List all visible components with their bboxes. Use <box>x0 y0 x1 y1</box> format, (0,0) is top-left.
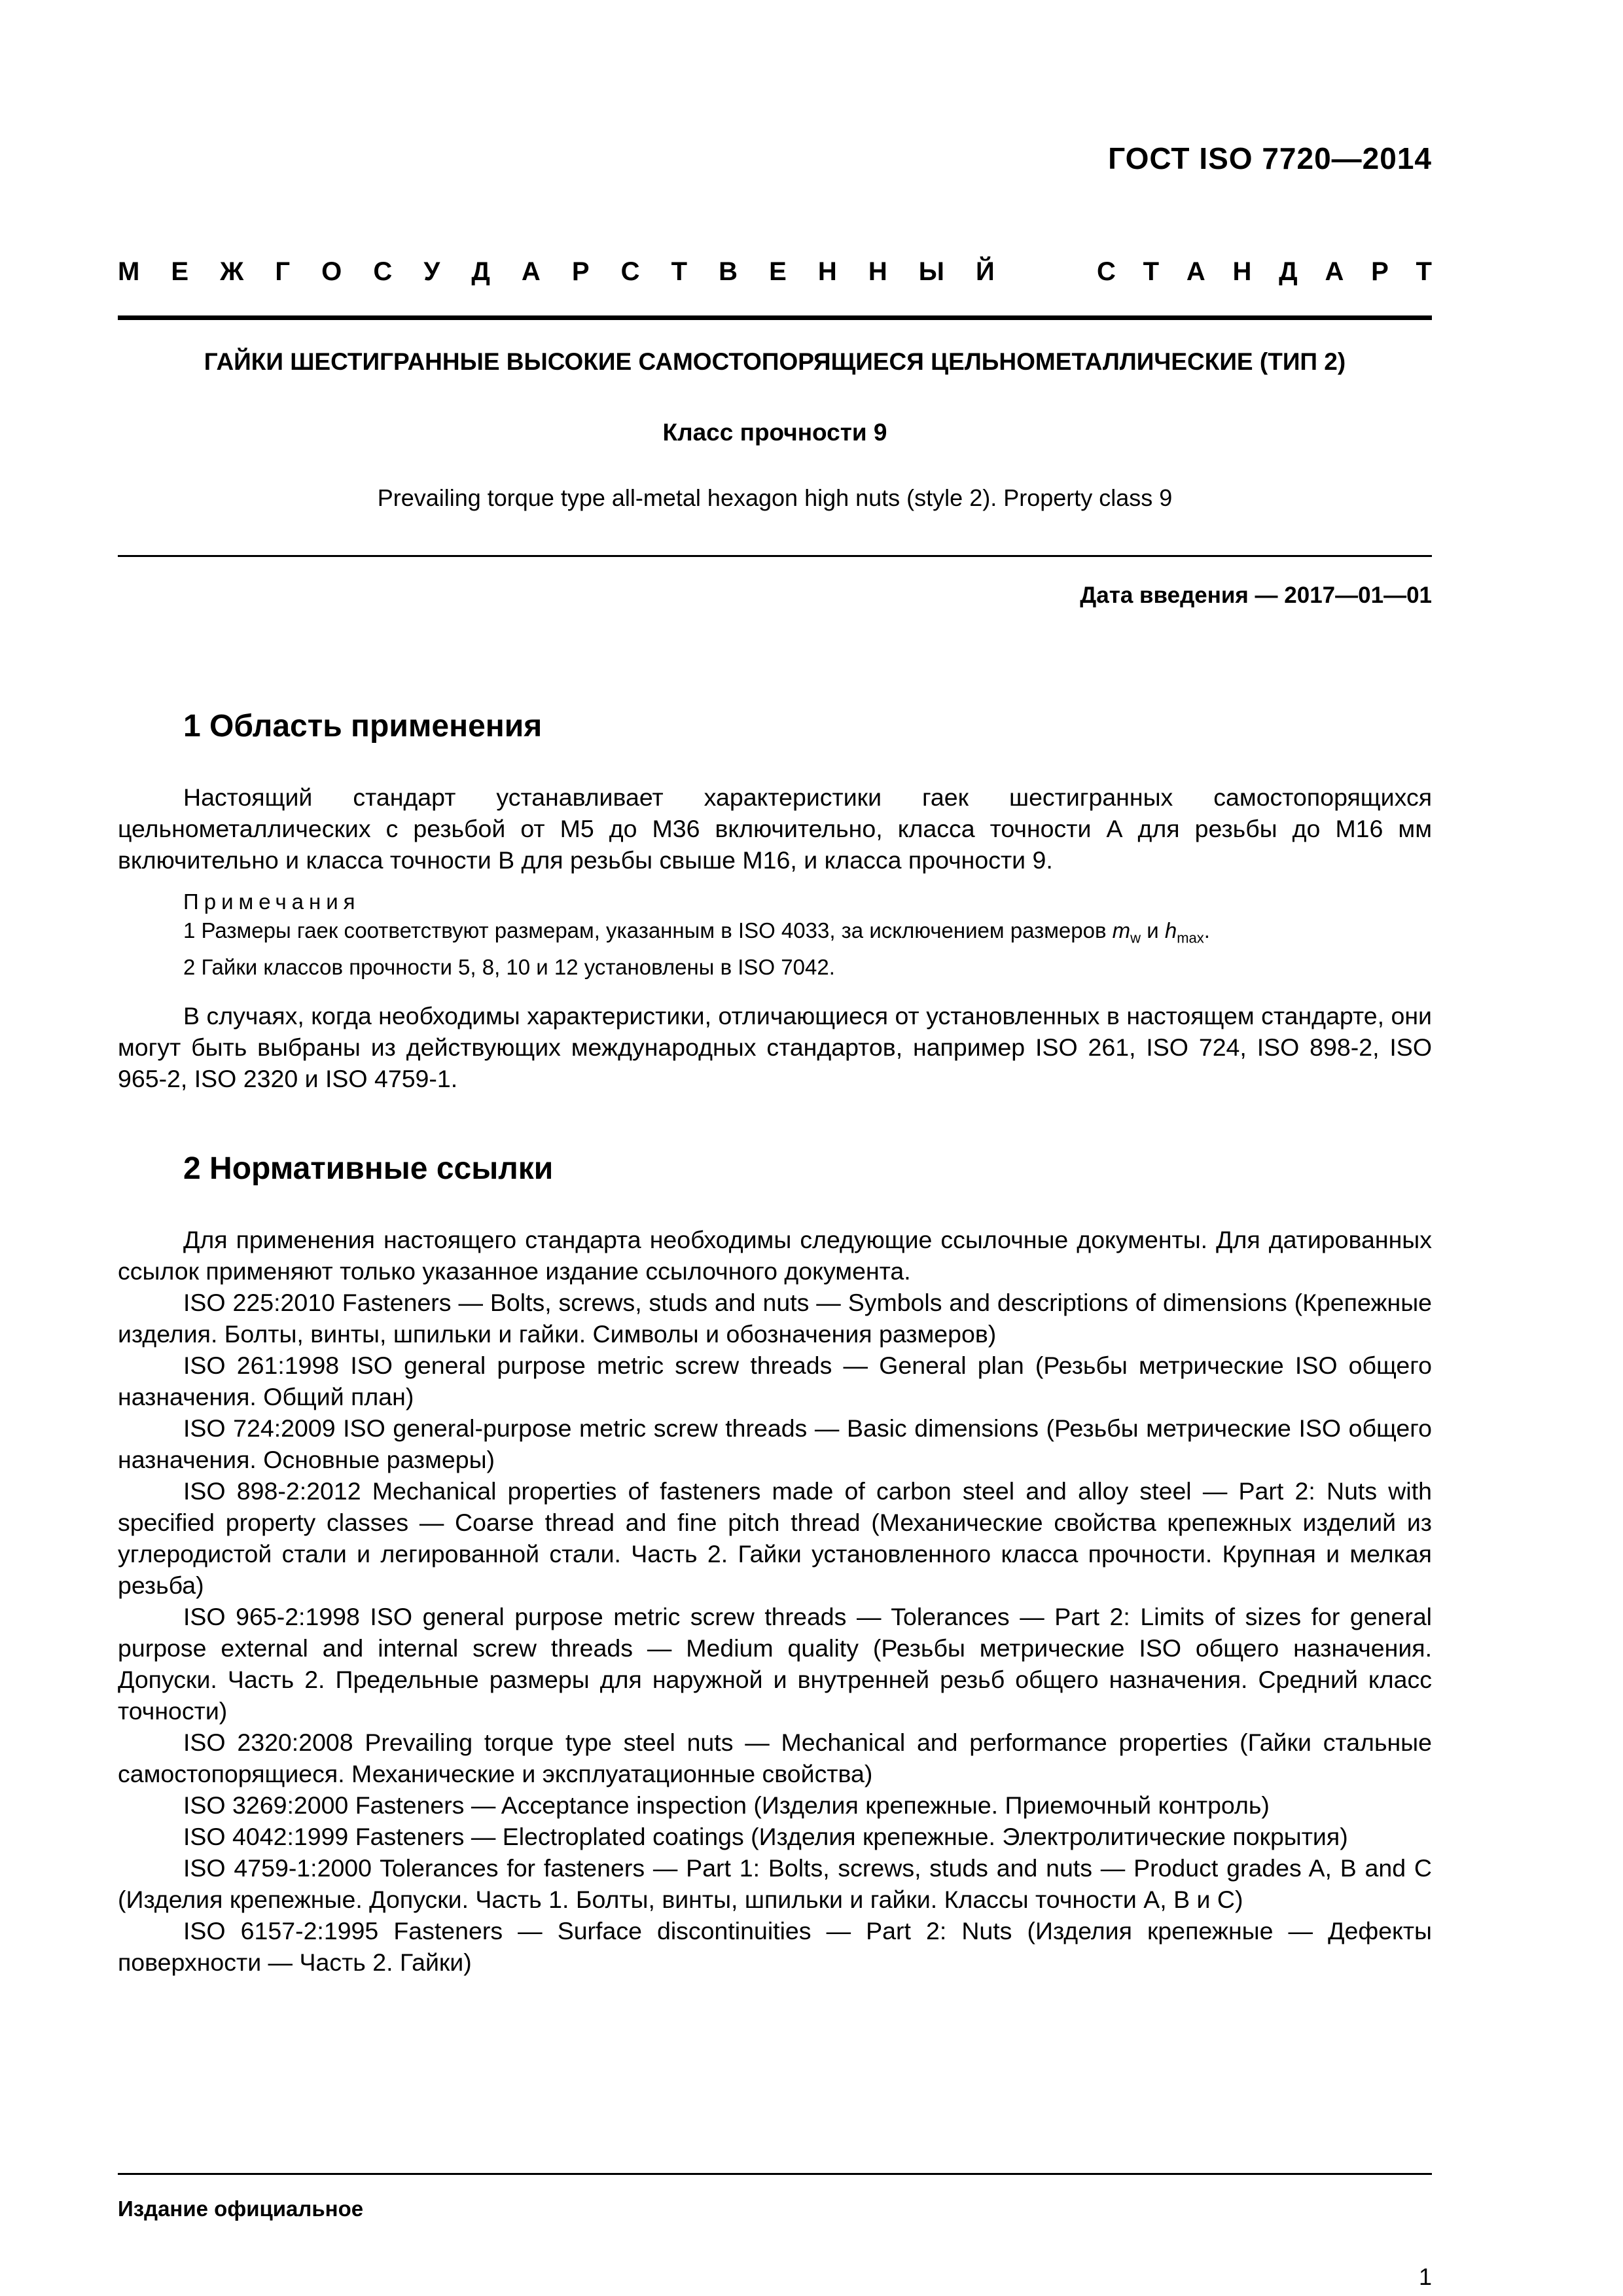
std-letter: А <box>1186 257 1205 286</box>
doc-number: ГОСТ ISO 7720—2014 <box>1108 141 1432 175</box>
std-letter: С <box>1097 257 1116 286</box>
reference-item: ISO 225:2010 Fasteners — Bolts, screws, studs and nuts — Symbols and descriptions of dimensions (Крепежные изделия. Болты, винты, шпильки и гайки. Символы и обозначения размеров) <box>118 1288 1432 1348</box>
property-class-subtitle: Класс прочности 9 <box>662 419 887 446</box>
std-letter: Н <box>1232 257 1252 286</box>
std-letter: А <box>521 257 541 286</box>
note-2: 2 Гайки классов прочности 5, 8, 10 и 12 установлены в ISO 7042. <box>183 954 835 979</box>
std-letter: В <box>719 257 738 286</box>
std-letter: С <box>373 257 393 286</box>
note-1: 1 Размеры гаек соответствуют размерам, указанным в ISO 4033, за исключением размеров $m_w$ и $h_{max}$. <box>183 918 1210 946</box>
std-letter: Н <box>868 257 887 286</box>
section-2-heading: 2 Нормативные ссылки <box>183 1151 554 1186</box>
std-letter: Д <box>471 257 490 286</box>
std-letter: М <box>118 257 140 286</box>
reference-item: ISO 898-2:2012 Mechanical properties of fasteners made of carbon steel and alloy steel — Part 2: Nuts with specified property classes — Coarse thread and fine pitch thread (Механические свойства крепежных изделий из углеродистой стали и легированной стали. Часть 2. Гайки установленного класса прочности. Крупная и мелкая резьба) <box>118 1477 1432 1599</box>
std-letter: С <box>620 257 640 286</box>
section-2-intro: Для применения настоящего стандарта необходимы следующие ссылочные документы. Для датированных ссылок применяют только указанное издание ссылочного документа. <box>118 1225 1432 1285</box>
std-letter: Ы <box>918 257 944 286</box>
title-russian: ГАЙКИ ШЕСТИГРАННЫЕ ВЫСОКИЕ САМОСТОПОРЯЩИЕСЯ ЦЕЛЬНОМЕТАЛЛИЧЕСКИЕ (ТИП 2) <box>204 348 1346 375</box>
std-word-interstate <box>118 257 995 287</box>
document-body <box>118 707 1432 1978</box>
title-rule <box>118 555 1432 557</box>
introduction-date: Дата введения — 2017—01—01 <box>1080 583 1432 608</box>
reference-item: ISO 6157-2:1995 Fasteners — Surface discontinuities — Part 2: Nuts (Изделия крепежные — Дефекты поверхности — Часть 2. Гайки) <box>118 1916 1432 1976</box>
header-rule <box>118 315 1432 320</box>
std-letter: Н <box>817 257 837 286</box>
section-1-paragraph: Настоящий стандарт устанавливает характеристики гаек шестигранных самостопорящихся цельнометаллических с резьбой от М5 до М36 включительно, класса точности А для резьбы до М16 мм включительно и класса точности В для резьбы свыше М16, и класса прочности 9. <box>118 783 1432 874</box>
std-letter: А <box>1325 257 1344 286</box>
footer-rule <box>118 2173 1432 2175</box>
reference-item: ISO 261:1998 ISO general purpose metric screw threads — General plan (Резьбы метрические ISO общего назначения. Общий план) <box>118 1351 1432 1410</box>
std-letter: Д <box>1279 257 1298 286</box>
std-letter: Т <box>671 257 688 286</box>
std-letter: Р <box>571 257 590 286</box>
reference-item: ISO 4042:1999 Fasteners — Electroplated coatings (Изделия крепежные. Электролитические покрытия) <box>183 1822 1348 1850</box>
title-english: Prevailing torque type all-metal hexagon high nuts (style 2). Property class 9 <box>377 484 1173 511</box>
std-letter: У <box>423 257 440 286</box>
std-letter: Й <box>976 257 995 286</box>
reference-item: ISO 724:2009 ISO general-purpose metric screw threads — Basic dimensions (Резьбы метрические ISO общего назначения. Основные размеры) <box>118 1414 1432 1473</box>
std-letter: Т <box>1143 257 1160 286</box>
reference-item: ISO 2320:2008 Prevailing torque type steel nuts — Mechanical and performance properties (Гайки стальные самостопорящиеся. Механические и эксплуатационные свойства) <box>118 1728 1432 1787</box>
official-edition-label: Издание официальное <box>118 2197 364 2221</box>
std-letter: Е <box>171 257 189 286</box>
std-word-standard <box>1097 257 1432 287</box>
std-letter: Т <box>1416 257 1432 286</box>
std-letter: Г <box>275 257 291 286</box>
standard-type-line <box>118 257 1432 287</box>
notes-block <box>118 888 1432 982</box>
std-letter: Р <box>1371 257 1389 286</box>
section-1-heading: 1 Область применения <box>183 709 543 744</box>
reference-item: ISO 4759-1:2000 Tolerances for fasteners — Part 1: Bolts, screws, studs and nuts — Product grades A, B and C (Изделия крепежные. Допуски. Часть 1. Болты, винты, шпильки и гайки. Классы точности А, В и С) <box>118 1854 1432 1913</box>
std-letter: Е <box>769 257 787 286</box>
page-number: 1 <box>1418 2263 1432 2290</box>
reference-item: ISO 965-2:1998 ISO general purpose metric screw threads — Tolerances — Part 2: Limits of sizes for general purpose external and internal screw threads — Medium quality (Резьбы метрические ISO общего назначения. Допуски. Часть 2. Предельные размеры для наружной и внутренней резьб общего назначения. Средний класс точности) <box>118 1602 1432 1725</box>
std-letter: Ж <box>220 257 244 286</box>
notes-heading: Примечания <box>183 889 361 914</box>
std-letter: О <box>321 257 342 286</box>
section-1-paragraph: В случаях, когда необходимы характеристики, отличающиеся от установленных в настоящем стандарте, они могут быть выбраны из действующих международных стандартов, например ISO 261, ISO 724, ISO 898-2, ISO 965-2, ISO 2320 и ISO 4759-1. <box>118 1001 1432 1092</box>
reference-item: ISO 3269:2000 Fasteners — Acceptance inspection (Изделия крепежные. Приемочный контроль) <box>183 1791 1270 1819</box>
